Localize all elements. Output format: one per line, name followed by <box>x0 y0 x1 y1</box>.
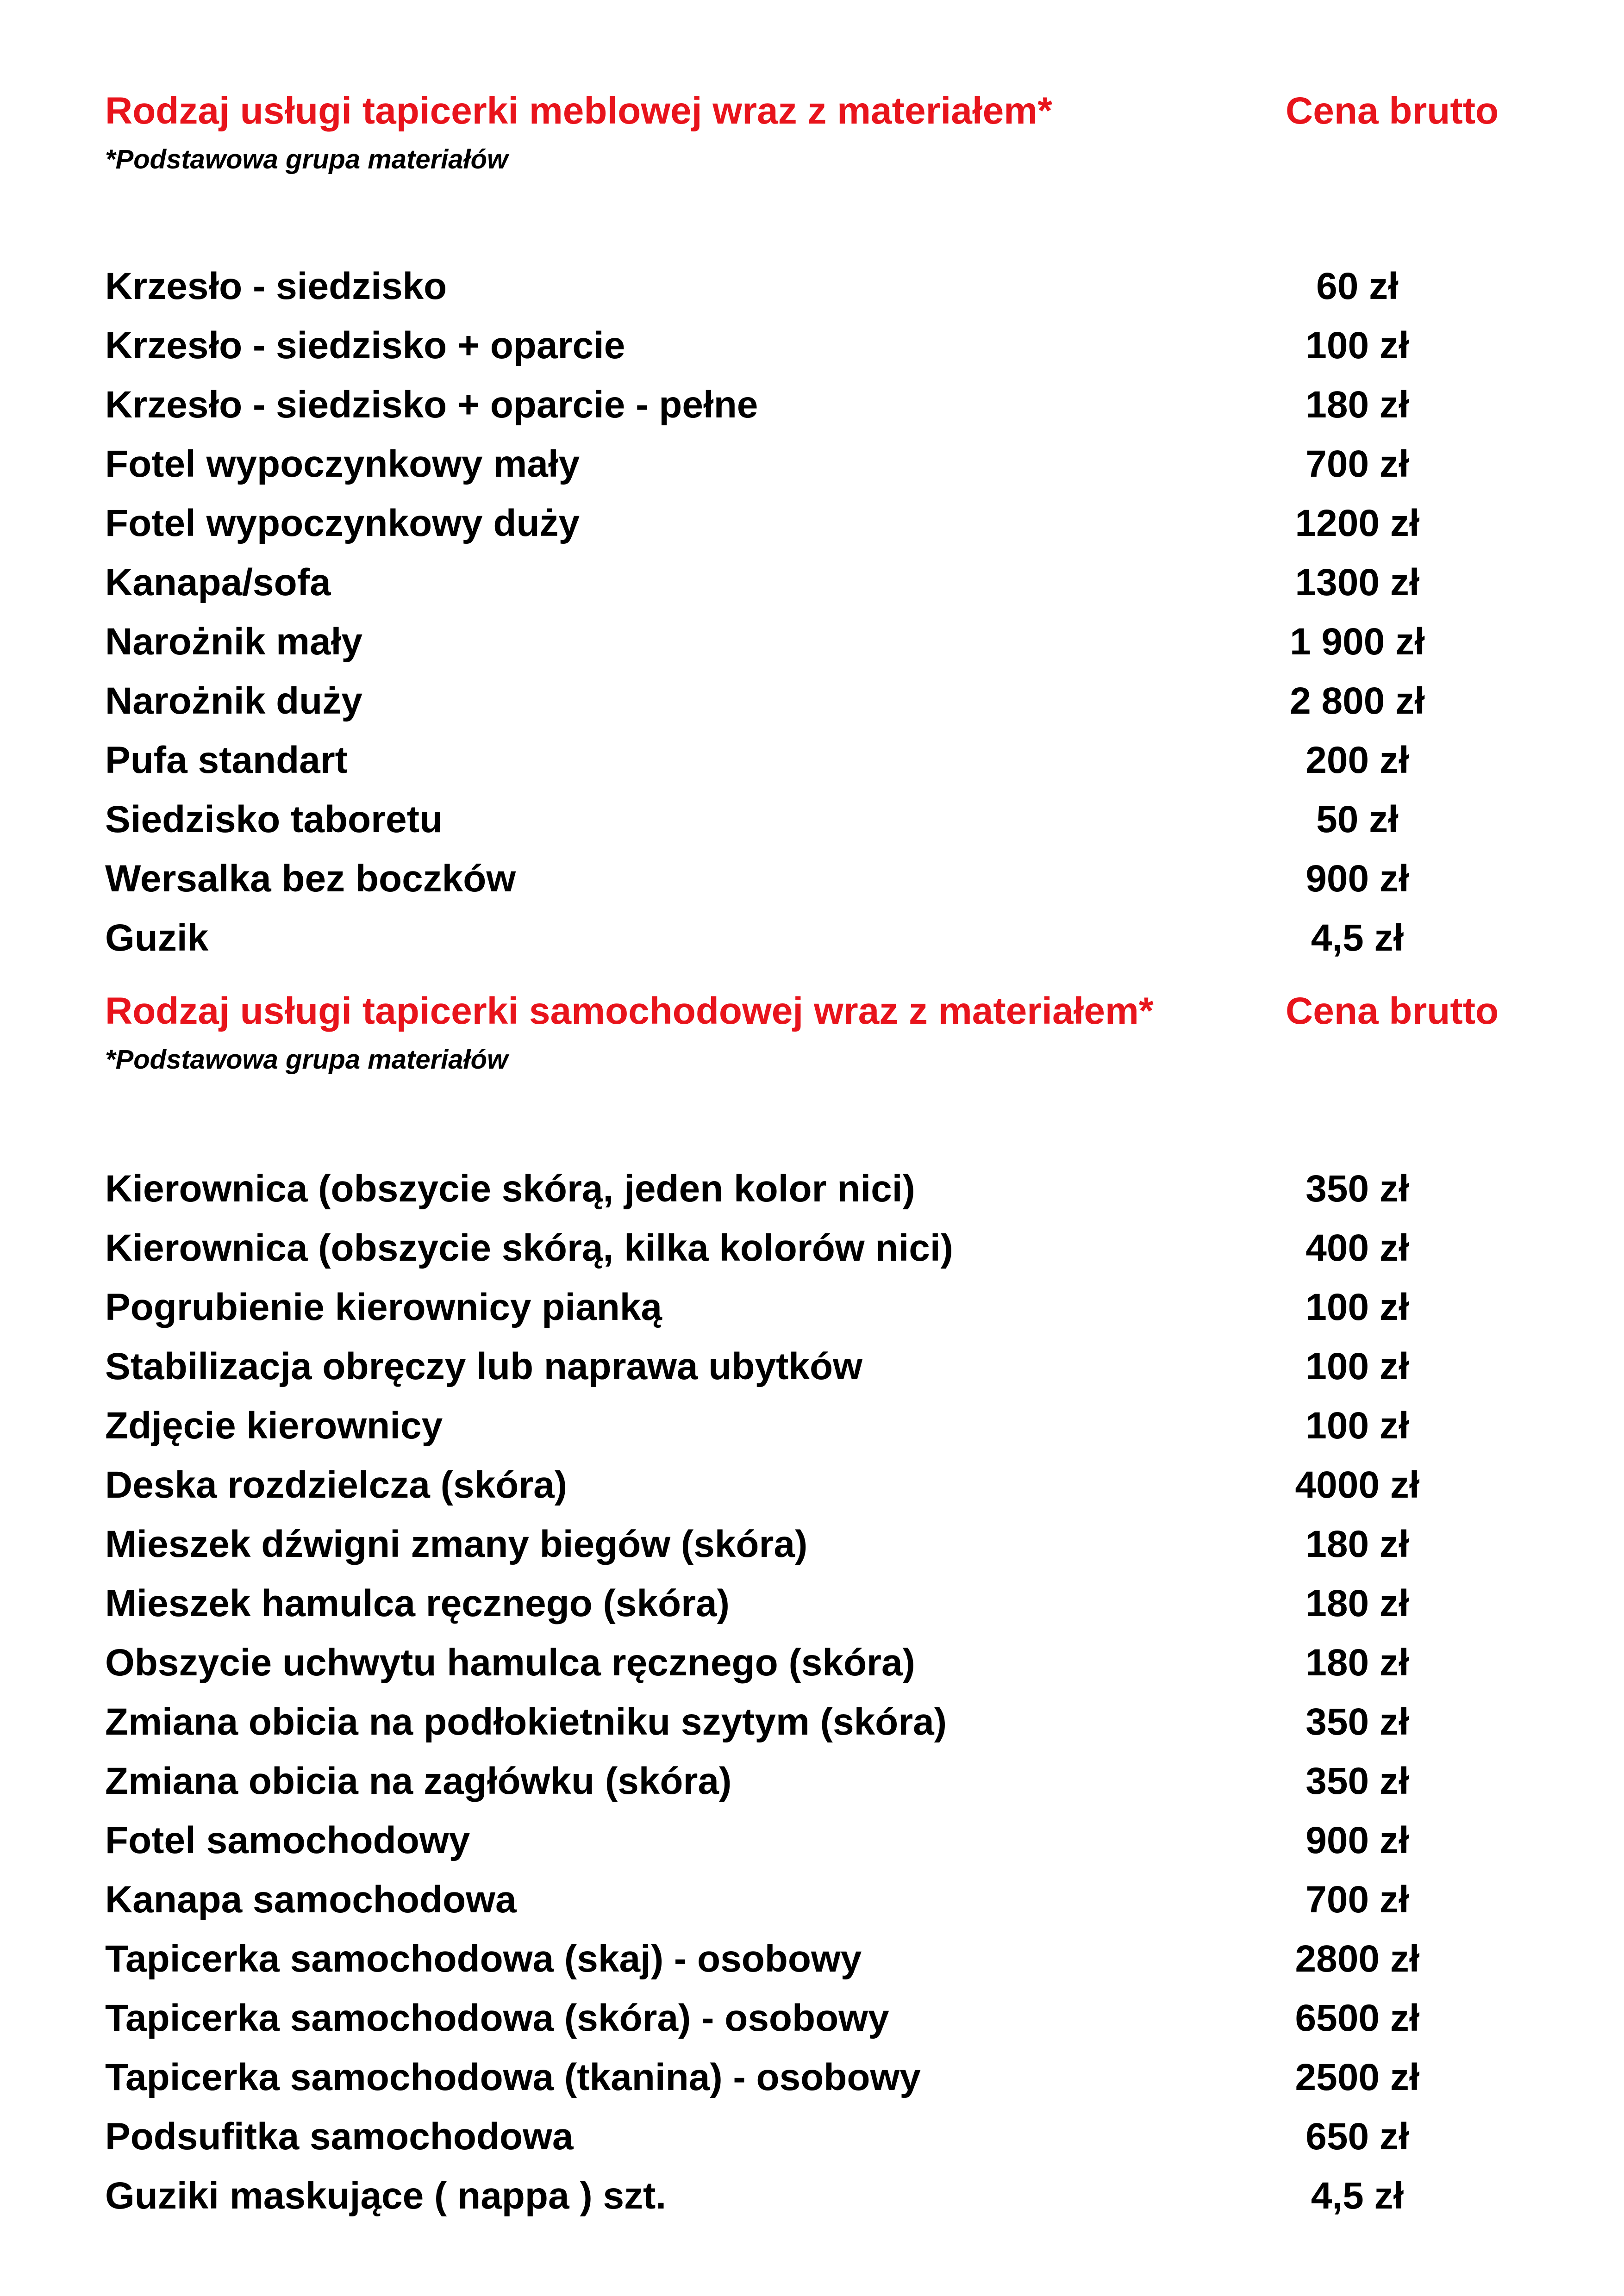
service-name: Pufa standart <box>105 739 348 781</box>
service-name: Narożnik duży <box>105 680 362 722</box>
service-price: 100 zł <box>1305 324 1409 367</box>
price-row <box>105 731 1517 790</box>
price-row <box>105 375 1517 435</box>
service-price: 1200 zł <box>1295 502 1420 544</box>
price-row <box>105 1870 1517 1929</box>
section-header <box>105 81 1517 141</box>
price-row <box>105 1219 1517 1278</box>
service-name: Fotel samochodowy <box>105 1819 470 1861</box>
service-price: 200 zł <box>1305 739 1409 781</box>
service-name: Podsufitka samochodowa <box>105 2116 574 2158</box>
service-name: Krzesło - siedzisko + oparcie <box>105 324 625 367</box>
price-column-header: Cena brutto <box>1286 90 1499 132</box>
service-price: 4000 zł <box>1295 1464 1420 1506</box>
service-price: 350 zł <box>1305 1701 1409 1743</box>
service-price: 650 zł <box>1305 2116 1409 2158</box>
price-row <box>105 790 1517 849</box>
service-name: Krzesło - siedzisko <box>105 265 447 307</box>
price-row <box>105 1989 1517 2048</box>
price-row <box>105 908 1517 968</box>
car-upholstery-section <box>105 981 1517 2226</box>
service-price: 60 zł <box>1316 265 1399 307</box>
service-name: Tapicerka samochodowa (skóra) - osobowy <box>105 1997 889 2039</box>
service-price: 1 900 zł <box>1290 621 1425 663</box>
service-name: Tapicerka samochodowa (skaj) - osobowy <box>105 1938 862 1980</box>
price-row <box>105 2166 1517 2226</box>
section-header <box>105 981 1517 1041</box>
service-price: 180 zł <box>1305 1642 1409 1684</box>
price-row <box>105 1692 1517 1752</box>
service-name: Tapicerka samochodowa (tkanina) - osobowy <box>105 2056 921 2098</box>
service-price: 350 zł <box>1305 1168 1409 1210</box>
service-name: Kanapa samochodowa <box>105 1879 517 1921</box>
price-column-header: Cena brutto <box>1286 990 1499 1032</box>
price-row <box>105 494 1517 553</box>
service-price: 2 800 zł <box>1290 680 1425 722</box>
price-row <box>105 612 1517 672</box>
service-name: Zdjęcie kierownicy <box>105 1405 443 1447</box>
service-price: 100 zł <box>1305 1286 1409 1328</box>
service-name: Kanapa/sofa <box>105 561 331 604</box>
price-row <box>105 1396 1517 1456</box>
price-row <box>105 1929 1517 1989</box>
service-name: Zmiana obicia na zagłówku (skóra) <box>105 1760 732 1802</box>
service-price: 2500 zł <box>1295 2056 1420 2098</box>
price-row <box>105 1337 1517 1396</box>
price-row <box>105 2048 1517 2107</box>
price-list <box>105 257 1517 968</box>
service-name: Siedzisko taboretu <box>105 798 443 840</box>
furniture-upholstery-section <box>105 81 1517 968</box>
service-name: Narożnik mały <box>105 621 362 663</box>
service-price: 180 zł <box>1305 384 1409 426</box>
service-name: Fotel wypoczynkowy mały <box>105 443 580 485</box>
service-price: 400 zł <box>1305 1227 1409 1269</box>
service-name: Wersalka bez boczków <box>105 858 516 900</box>
material-group-note: *Podstawowa grupa materiałów <box>105 144 508 174</box>
service-name: Stabilizacja obręczy lub naprawa ubytków <box>105 1345 862 1388</box>
price-row <box>105 316 1517 375</box>
service-price: 4,5 zł <box>1311 2175 1404 2217</box>
service-price: 50 zł <box>1316 798 1399 840</box>
service-name: Kierownica (obszycie skórą, kilka kolorów nici) <box>105 1227 953 1269</box>
material-group-note: *Podstawowa grupa materiałów <box>105 1045 508 1075</box>
service-price: 180 zł <box>1305 1523 1409 1565</box>
section-title: Rodzaj usługi tapicerki meblowej wraz z materiałem* <box>105 90 1053 132</box>
price-row <box>105 1159 1517 1219</box>
price-row <box>105 2107 1517 2166</box>
service-name: Fotel wypoczynkowy duży <box>105 502 580 544</box>
price-row <box>105 1456 1517 1515</box>
price-list <box>105 1159 1517 2226</box>
price-row <box>105 1752 1517 1811</box>
price-row <box>105 849 1517 908</box>
price-row <box>105 1574 1517 1633</box>
service-price: 2800 zł <box>1295 1938 1420 1980</box>
service-price: 900 zł <box>1305 858 1409 900</box>
service-price: 900 zł <box>1305 1819 1409 1861</box>
service-price: 350 zł <box>1305 1760 1409 1802</box>
service-price: 4,5 zł <box>1311 917 1404 959</box>
price-row <box>105 672 1517 731</box>
price-row <box>105 1633 1517 1692</box>
service-price: 6500 zł <box>1295 1997 1420 2039</box>
service-price: 1300 zł <box>1295 561 1420 604</box>
service-name: Mieszek hamulca ręcznego (skóra) <box>105 1582 730 1624</box>
service-name: Kierownica (obszycie skórą, jeden kolor nici) <box>105 1168 915 1210</box>
service-price: 100 zł <box>1305 1345 1409 1388</box>
service-name: Deska rozdzielcza (skóra) <box>105 1464 568 1506</box>
price-row <box>105 1278 1517 1337</box>
service-name: Guziki maskujące ( nappa ) szt. <box>105 2175 667 2217</box>
price-row <box>105 435 1517 494</box>
service-price: 700 zł <box>1305 443 1409 485</box>
service-name: Krzesło - siedzisko + oparcie - pełne <box>105 384 758 426</box>
service-name: Guzik <box>105 917 209 959</box>
price-row <box>105 553 1517 612</box>
service-price: 700 zł <box>1305 1879 1409 1921</box>
price-row <box>105 1811 1517 1870</box>
price-row <box>105 1515 1517 1574</box>
service-price: 100 zł <box>1305 1405 1409 1447</box>
service-name: Obszycie uchwytu hamulca ręcznego (skóra) <box>105 1642 915 1684</box>
service-name: Mieszek dźwigni zmany biegów (skóra) <box>105 1523 808 1565</box>
service-name: Pogrubienie kierownicy pianką <box>105 1286 662 1328</box>
price-row <box>105 257 1517 316</box>
section-title: Rodzaj usługi tapicerki samochodowej wraz z materiałem* <box>105 990 1154 1032</box>
service-price: 180 zł <box>1305 1582 1409 1624</box>
service-name: Zmiana obicia na podłokietniku szytym (skóra) <box>105 1701 947 1743</box>
